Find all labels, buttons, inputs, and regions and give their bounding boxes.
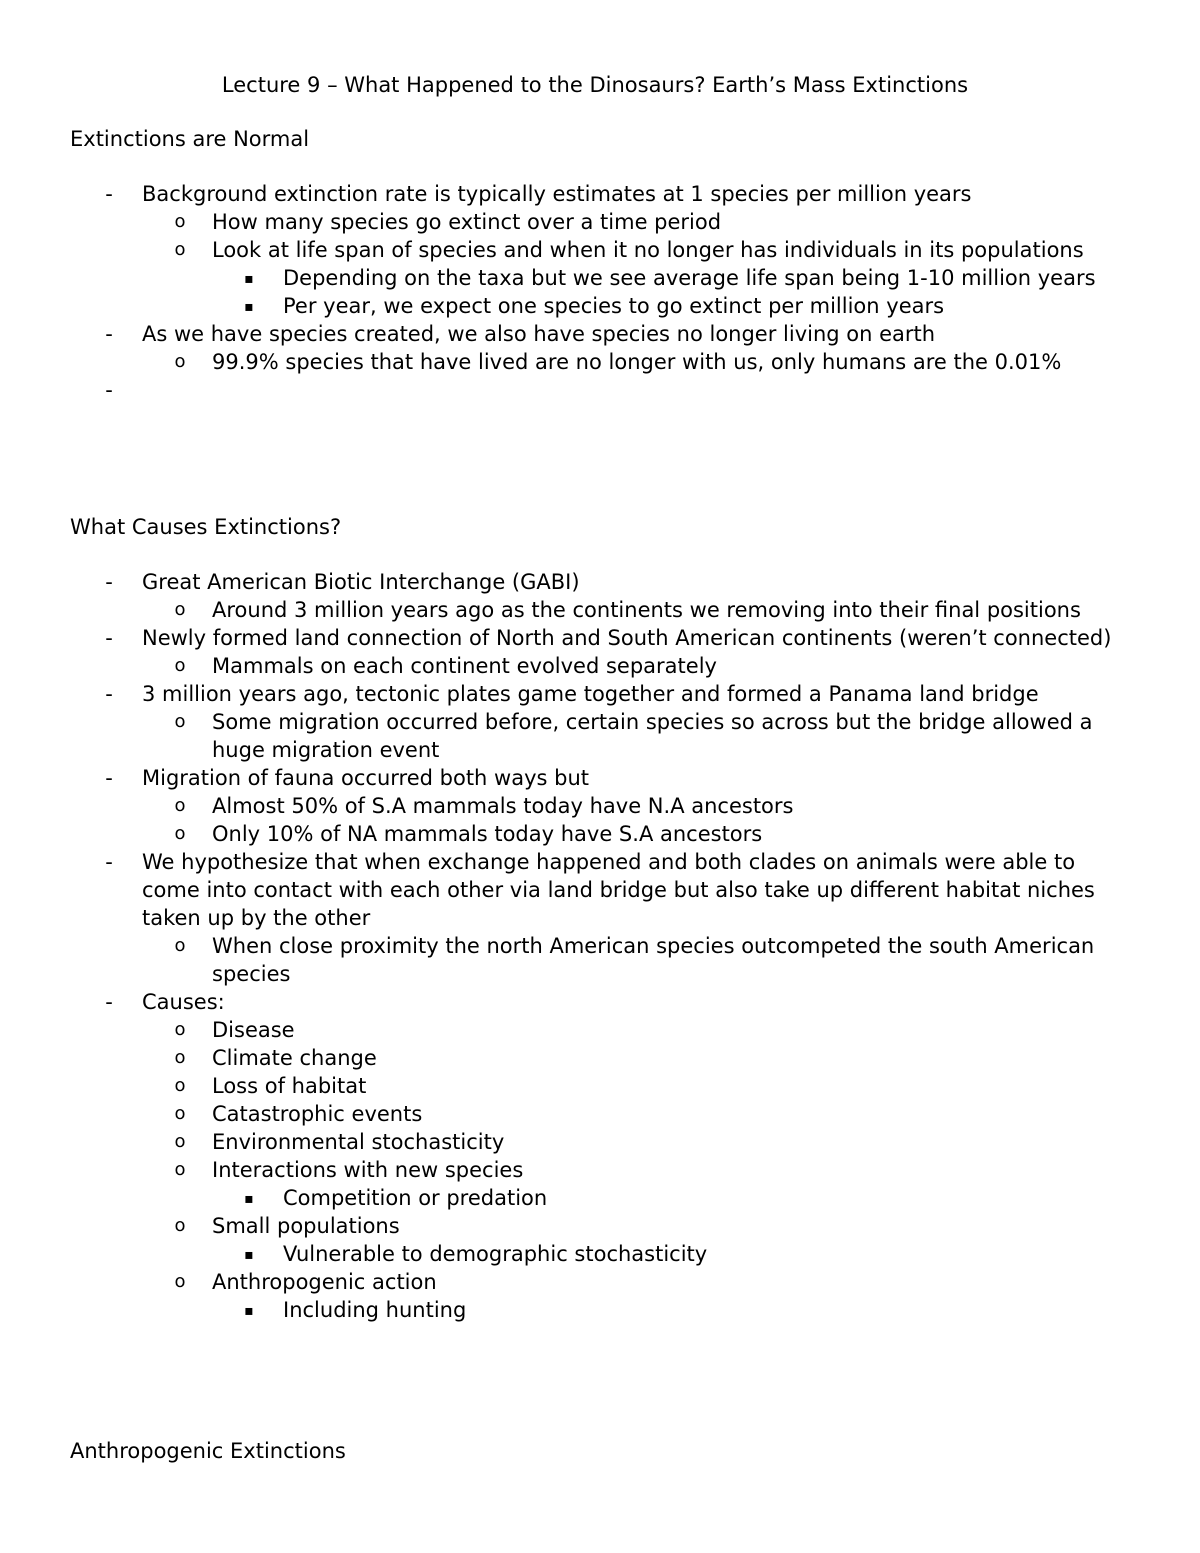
circle-bullet: o [174, 239, 186, 260]
list-item: - Newly formed land connection of North and South American continents (weren’t connected) [0, 624, 1132, 652]
dash-bullet: - [105, 322, 113, 346]
list-item: o Climate change [0, 1044, 1112, 1072]
list-item: - Causes: [0, 988, 1132, 1016]
circle-bullet: o [174, 655, 186, 676]
square-bullet: ▪ [244, 1303, 254, 1319]
page-title: Lecture 9 – What Happened to the Dinosaurs? Earth’s Mass Extinctions [221, 73, 969, 97]
dash-bullet: - [105, 626, 113, 650]
circle-bullet: o [174, 1047, 186, 1068]
circle-bullet: o [174, 711, 186, 732]
list-item: - As we have species created, we also have species no longer living on earth [0, 320, 1132, 348]
list-item: o Mammals on each continent evolved separately [0, 652, 1112, 680]
circle-bullet: o [174, 1271, 186, 1292]
dash-bullet: - [105, 850, 113, 874]
list-item-empty [0, 376, 1132, 404]
dash-bullet: - [105, 182, 113, 206]
circle-bullet: o [174, 1159, 186, 1180]
section-heading-anthropogenic: Anthropogenic Extinctions [70, 1439, 346, 1463]
list-item: o Anthropogenic action [0, 1268, 1112, 1296]
circle-bullet: o [174, 1215, 186, 1236]
list-item: o Disease [0, 1016, 1112, 1044]
list-item: ▪ Competition or predation [0, 1184, 1133, 1212]
dash-bullet: - [105, 990, 113, 1014]
square-bullet: ▪ [244, 271, 254, 287]
circle-bullet: o [174, 1103, 186, 1124]
list-item: - Great American Biotic Interchange (GABI) [0, 568, 1132, 596]
square-bullet: ▪ [244, 299, 254, 315]
circle-bullet: o [174, 823, 186, 844]
circle-bullet: o [174, 351, 186, 372]
list-item: - 3 million years ago, tectonic plates game together and formed a Panama land bridge [0, 680, 1132, 708]
list-item: o Environmental stochasticity [0, 1128, 1112, 1156]
list-item: - We hypothesize that when exchange happened and both clades on animals were able to come into contact with each other via land bridge but also take up different habitat niches taken up by the other [0, 848, 1132, 932]
circle-bullet: o [174, 1075, 186, 1096]
circle-bullet: o [174, 599, 186, 620]
circle-bullet: o [174, 211, 186, 232]
circle-bullet: o [174, 1131, 186, 1152]
square-bullet: ▪ [244, 1247, 254, 1263]
list-item: o Catastrophic events [0, 1100, 1112, 1128]
list-item: o Some migration occurred before, certain species so across but the bridge allowed a huge migration event [0, 708, 1112, 764]
list-item: - Background extinction rate is typically estimates at 1 species per million years [0, 180, 1132, 208]
section-heading-what-causes: What Causes Extinctions? [70, 515, 342, 539]
list-item: o How many species go extinct over a time period [0, 208, 1112, 236]
list-item: o Only 10% of NA mammals today have S.A ancestors [0, 820, 1112, 848]
list-item: ▪ Depending on the taxa but we see average life span being 1-10 million years [0, 264, 1133, 292]
list-item: o Loss of habitat [0, 1072, 1112, 1100]
dash-bullet: - [105, 682, 113, 706]
list-item: ▪ Per year, we expect one species to go extinct per million years [0, 292, 1133, 320]
circle-bullet: o [174, 795, 186, 816]
section-heading-extinctions-normal: Extinctions are Normal [70, 127, 310, 151]
list-item: - Migration of fauna occurred both ways but [0, 764, 1132, 792]
list-item: ▪ Including hunting [0, 1296, 1133, 1324]
list-item: o Interactions with new species [0, 1156, 1112, 1184]
list-item: o Look at life span of species and when it no longer has individuals in its populations [0, 236, 1112, 264]
list-item: o When close proximity the north American species outcompeted the south American species [0, 932, 1112, 988]
list-extinctions-normal [0, 180, 1200, 404]
list-item: o Around 3 million years ago as the continents we removing into their final positions [0, 596, 1112, 624]
dash-bullet: - [105, 378, 113, 402]
list-what-causes [0, 568, 1200, 1324]
square-bullet: ▪ [244, 1191, 254, 1207]
list-item: o Small populations [0, 1212, 1112, 1240]
list-item: o 99.9% species that have lived are no longer with us, only humans are the 0.01% [0, 348, 1112, 376]
dash-bullet: - [105, 766, 113, 790]
list-item: ▪ Vulnerable to demographic stochasticity [0, 1240, 1133, 1268]
circle-bullet: o [174, 935, 186, 956]
circle-bullet: o [174, 1019, 186, 1040]
dash-bullet: - [105, 570, 113, 594]
list-item: o Almost 50% of S.A mammals today have N.A ancestors [0, 792, 1112, 820]
